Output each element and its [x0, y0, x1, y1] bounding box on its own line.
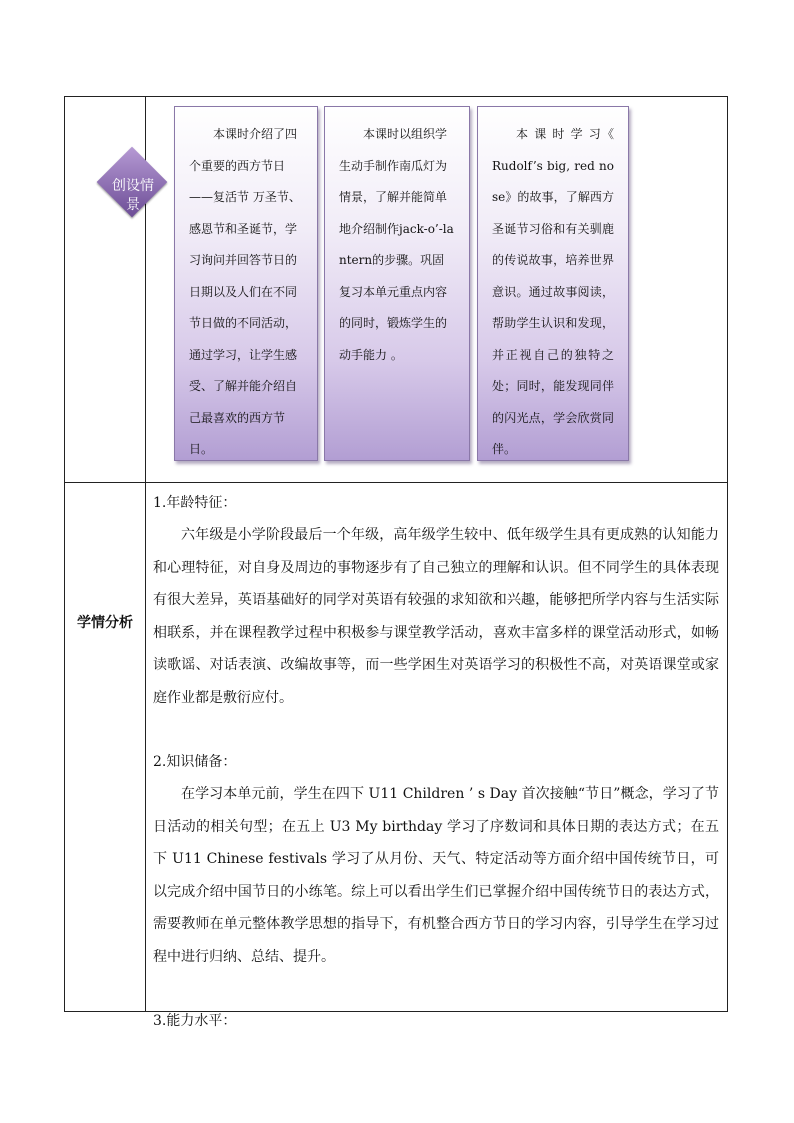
scenario-card-2	[324, 106, 470, 461]
analysis-content	[153, 487, 719, 1037]
section-text-knowledge: 在学习本单元前，学生在四下 U11 Children ’ s Day 首次接触“节日”概念，学习了节日活动的相关句型；在五上 U3 My birthday 学习了序数词和具体日期的表达方式；在五下 U11 Chinese festivals 学习了从月份、天气、特定活动等方面介绍中国传统节日，可以完成介绍中国节日的小练笔。综上可以看出学生们已掌握介绍中国传统节日的表达方式，需要教师在单元整体教学思想的指导下，有机整合西方节日的学习内容，引导学生在学习过程中进行归纳、总结、提升。	[153, 786, 719, 965]
section-title-age: 1.年龄特征：	[153, 495, 237, 511]
scenario-label: 创设情景	[112, 178, 154, 213]
scenario-card-3-text: 本 课 时 学 习《 Rudolf’s big, red nose》的故事，了解西方圣诞节习俗和有关驯鹿的传说故事，培养世界意识。通过故事阅读，帮助学生认识和发现，并正视自己的独特之处；同时，能发现同伴的闪光点，学会欣赏同伴。	[492, 127, 614, 456]
section-title-knowledge: 2.知识储备：	[153, 754, 237, 770]
scenario-card-1-text: 本课时介绍了四个重要的西方节日——复活节 万圣节、感恩节和圣诞节，学习询问并回答节日的日期以及人们在不同节日做的不同活动，通过学习，让学生感受、了解并能介绍自己最喜欢的西方节日。	[189, 127, 301, 456]
row-divider	[65, 482, 727, 483]
section-text-age: 六年级是小学阶段最后一个年级，高年级学生较中、低年级学生具有更成熟的认知能力和心理特征，对自身及周边的事物逐步有了自己独立的理解和认识。但不同学生的具体表现有很大差异，英语基础好的同学对英语有较强的求知欲和兴趣，能够把所学内容与生活实际相联系，并在课程教学过程中积极参与课堂教学活动，喜欢丰富多样的课堂活动形式，如畅读歌谣、对话表演、改编故事等，而一些学困生对英语学习的积极性不高，对英语课堂或家庭作业都是敷衍应付。	[153, 527, 719, 706]
column-divider	[145, 97, 146, 1011]
lesson-plan-table	[64, 96, 728, 1029]
scenario-card-1	[174, 106, 318, 461]
analysis-label: 学情分析	[77, 615, 133, 631]
section-title-ability: 3.能力水平：	[153, 1013, 237, 1029]
scenario-card-2-text: 本课时以组织学生动手制作南瓜灯为情景，了解并能简单地介绍制作jack-o’-lantern的步骤。巩固复习本单元重点内容的同时，锻炼学生的动手能力 。	[339, 127, 454, 362]
spacer	[153, 973, 719, 1005]
scenario-card-3	[477, 106, 629, 461]
spacer	[153, 714, 719, 746]
